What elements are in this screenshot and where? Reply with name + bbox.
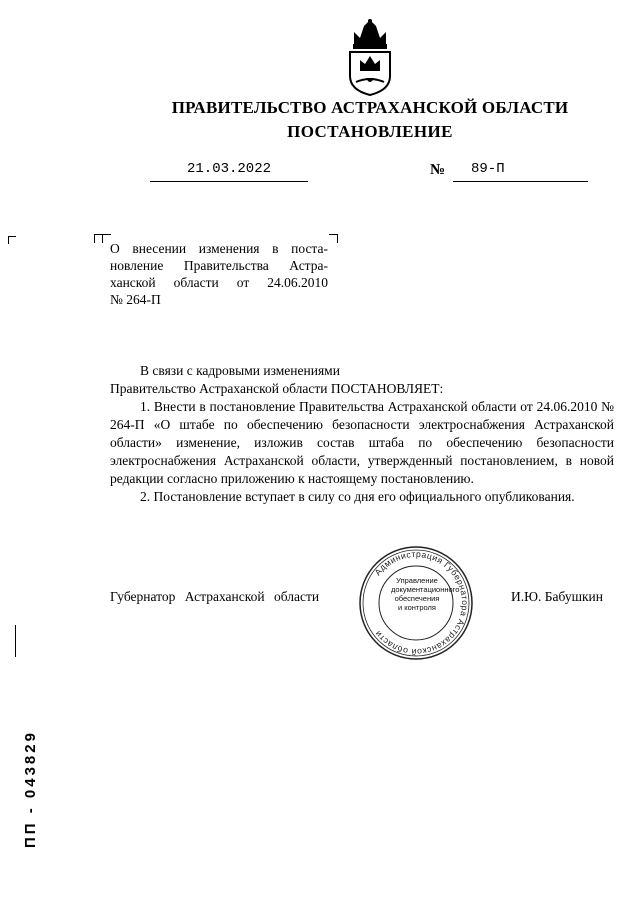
subject-line: О внесении изменения в поста-: [110, 241, 328, 256]
form-serial-number: ПП - 043829: [22, 730, 39, 848]
registration-number: 89-П: [471, 161, 505, 177]
resolution-item-2: 2. Постановление вступает в силу со дня его официального опубликования.: [140, 489, 575, 504]
document-subject: [110, 240, 328, 308]
subject-line: ханской области от 24.06.2010: [110, 275, 328, 290]
registration-date: 21.03.2022: [150, 161, 308, 182]
subject-corner-top-right: [329, 234, 338, 243]
registration-number-field: [453, 161, 588, 182]
signatory-name: И.Ю. Бабушкин: [511, 589, 604, 604]
coat-of-arms-emblem: [340, 18, 400, 96]
signatory-position: Губернатор Астраханской области: [110, 589, 320, 604]
stamp-ring-text: Администрация Губернатора Астраханской области: [372, 548, 471, 658]
stamp-inner-line: документационного: [391, 585, 460, 594]
stamp-inner-line: Управление: [396, 576, 438, 585]
preamble-line-2: Правительство Астраханской области ПОСТАНОВЛЯЕТ:: [110, 381, 444, 396]
margin-vertical-line: [15, 625, 16, 657]
document-type: ПОСТАНОВЛЕНИЕ: [287, 122, 453, 141]
subject-line: № 264-П: [110, 292, 161, 307]
stamp-inner-line: и контроля: [397, 603, 436, 612]
resolution-item-1: 1. Внести в постановление Правительства Астраханской области от 24.06.2010 № 264-П «О штабе по обеспечению безопасности электроснабжения Астраханской области» изменение, изложив состав штаба по обеспечению безопасности электроснабжения Астраханской области, утвержденный постановлением, в новой редакции согласно приложению к настоящему постановлению.: [110, 399, 614, 486]
stamp-inner-text: [391, 576, 460, 612]
number-sign: №: [430, 162, 446, 178]
stamp-inner-line: обеспечения: [394, 594, 440, 603]
preamble-line-1: В связи с кадровыми изменениями: [140, 363, 340, 378]
organization-title: ПРАВИТЕЛЬСТВО АСТРАХАНСКОЙ ОБЛАСТИ: [171, 98, 569, 117]
subject-line: новление Правительства Астра-: [110, 258, 328, 273]
margin-corner-mark: [8, 236, 16, 244]
document-body: [110, 362, 614, 506]
